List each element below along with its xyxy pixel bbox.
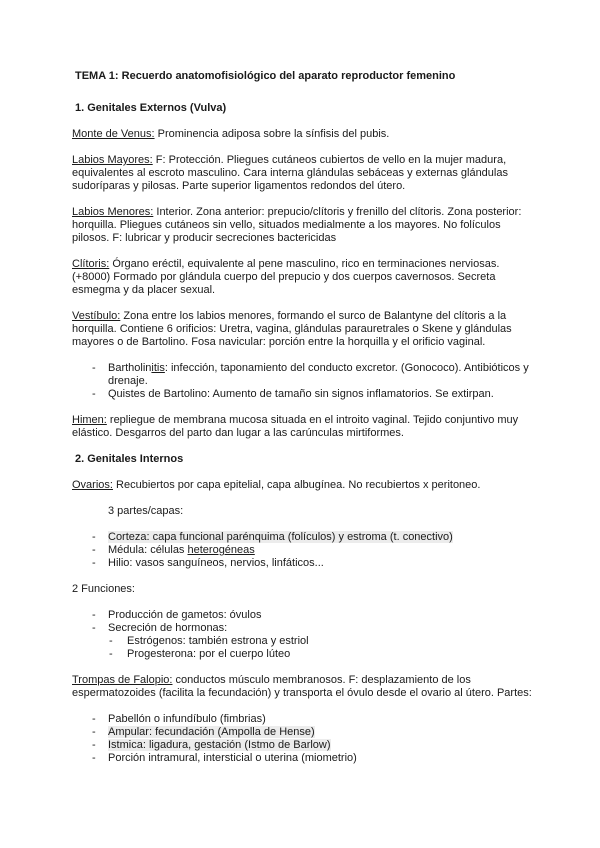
list-item-quistes: - Quistes de Bartolino: Aumento de tamaño sin signos inflamatorios. Se extirpan. [72,388,532,401]
funciones-label: 2 Funciones: [72,583,135,595]
list-item-estrogenos: - Estrógenos: también estrona y estriol [72,635,532,648]
paragraph-monte-venus [72,128,532,141]
list-item-pabellon: - Pabellón o infundíbulo (fimbrias) [72,713,532,726]
paragraph-clitoris [72,258,532,297]
medula-term: heterogéneas [187,544,255,556]
hormonas-sublist [72,635,532,661]
paragraph-ovarios [72,479,532,492]
text-monte-venus: Prominencia adiposa sobre la sínfisis del pubis. [154,128,390,140]
paragraph-labios-menores [72,206,532,245]
funciones-list [72,609,532,661]
ovarios-partes-label: 3 partes/capas: [108,505,184,517]
term-labios-menores: Labios Menores: [72,206,154,218]
term-himen: Himen: [72,414,107,426]
istmica-text: Istmica: ligadura, gestación (Istmo de Barlow) [108,739,331,751]
medula-text: Médula: células [108,544,188,556]
section-heading-externos: 1. Genitales Externos (Vulva) [75,102,227,114]
paragraph-trompas [72,674,532,700]
term-trompas: Trompas de Falopio: [72,674,173,686]
term-labios-mayores: Labios Mayores: [72,154,153,166]
text-labios-mayores: F: Protección. Pliegues cutáneos cubiertos de vello en la mujer madura, equivalentes al escroto masculino. Cara interna glándulas sebáceas y externas glándulas sudoríparas y pilosas. Parte superior ligamentos redondos del útero. [72,154,508,192]
list-item-secrecion [72,622,532,661]
list-item-hilio: - Hilio: vasos sanguíneos, nervios, linfáticos... [72,557,532,570]
corteza-text: Corteza: capa funcional parénquima (folículos) y estroma (t. conectivo) [108,531,453,543]
text-ovarios: Recubiertos por capa epitelial, capa albugínea. No recubiertos x peritoneo. [112,479,481,491]
bartholinitis-text: : infección, taponamiento del conducto excretor. (Gonococo). Antibióticos y drenaje. [108,362,529,387]
text-clitoris: Órgano eréctil, equivalente al pene masculino, rico en terminaciones nerviosas. (+8000) Formado por glándula cuerpo del prepucio y dos cuerpos cavernosos. Secreta esmegma y da placer sexual. [72,258,500,296]
text-himen: repliegue de membrana mucosa situada en el introito vaginal. Tejido conjuntivo muy elástico. Desgarros del parto dan lugar a las carúnculas mirtiformes. [72,414,519,439]
list-item-corteza [72,531,532,544]
list-item-produccion: - Producción de gametos: óvulos [72,609,532,622]
term-vestibulo: Vestíbulo: [72,310,121,322]
section-heading-internos: 2. Genitales Internos [75,453,184,465]
secrecion-text: Secreción de hormonas: [108,622,228,634]
list-item-bartholinitis [72,362,532,388]
document-title: TEMA 1: Recuerdo anatomofisiológico del aparato reproductor femenino [75,70,456,82]
ovarios-partes-list [72,531,532,570]
bartholinitis-suffix: itis [151,362,165,374]
list-item-ampular [72,726,532,739]
term-clitoris: Clítoris: [72,258,110,270]
text-labios-menores: Interior. Zona anterior: prepucio/clítoris y frenillo del clítoris. Zona posterior: horquilla. Pliegues cutáneos sin vello, situados medialmente a los mayores. No folículos pilosos. F: lubricar y producir secreciones bactericidas [72,206,522,244]
paragraph-labios-mayores [72,154,532,193]
text-vestibulo: Zona entre los labios menores, formando el surco de Balantyne del clítoris a la horquilla. Contiene 6 orificios: Uretra, vagina, glándulas parauretrales o Skene y glándulas mayores o de Bartolino. Fosa navicular: porción entre la horquilla y el orificio vaginal. [72,310,512,348]
paragraph-himen [72,414,532,440]
paragraph-vestibulo [72,310,532,349]
text-trompas: conductos músculo membranosos. F: desplazamiento de los espermatozoides (facilita la fecundación) y transporta el óvulo desde el ovario al útero. Partes: [72,674,532,699]
term-ovarios: Ovarios: [72,479,113,491]
list-item-progesterona: - Progesterona: por el cuerpo lúteo [72,648,532,661]
ampular-text: Ampular: fecundación (Ampolla de Hense) [108,726,315,738]
trompas-partes-list [72,713,532,765]
vestibulo-list [72,362,532,401]
term-monte-venus: Monte de Venus: [72,128,155,140]
list-item-istmica [72,739,532,752]
bartholinitis-root: Bartholin [108,362,152,374]
list-item-intramural: - Porción intramural, intersticial o uterina (miometrio) [72,752,532,765]
list-item-medula [72,544,532,557]
document-page [72,70,532,778]
